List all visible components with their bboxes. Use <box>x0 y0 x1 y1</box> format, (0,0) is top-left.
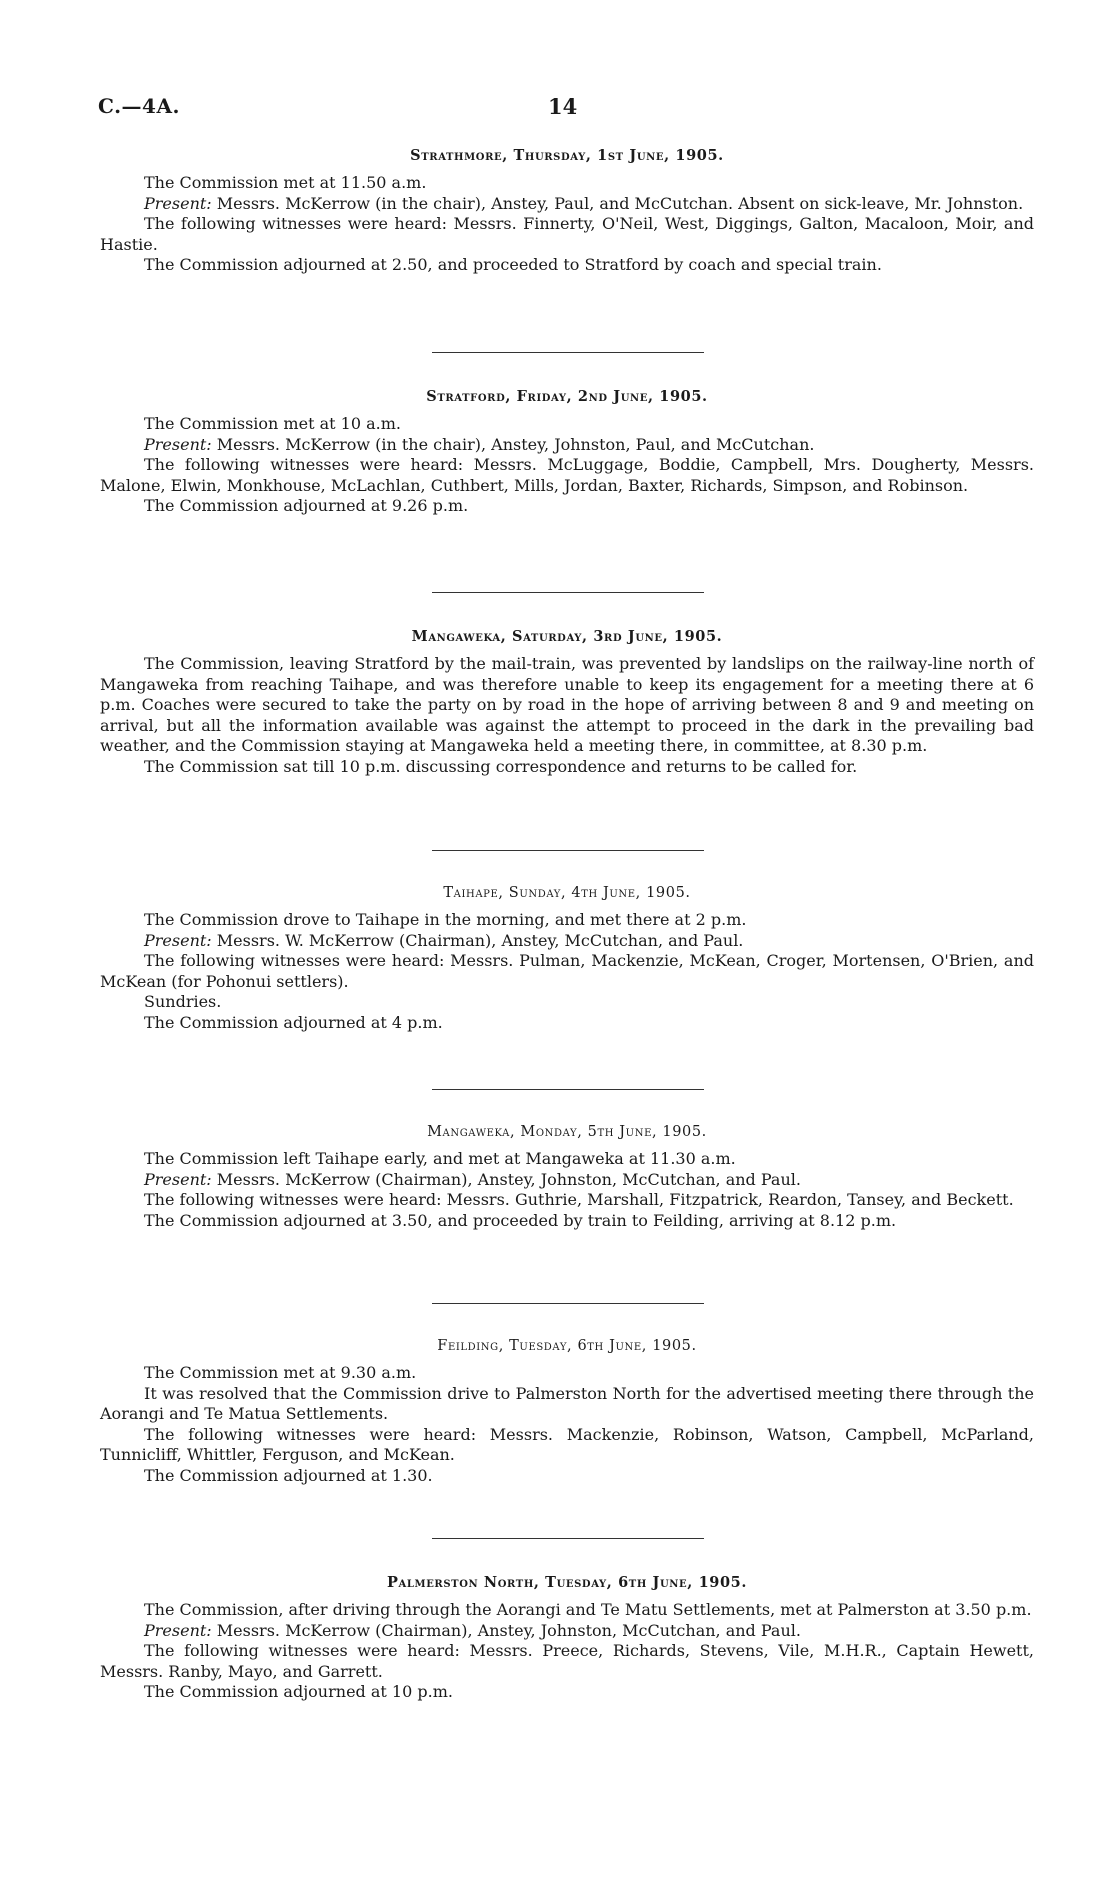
section-divider <box>432 592 704 593</box>
section-taihape <box>100 885 1034 1034</box>
paragraph: The Commission left Taihape early, and met at Mangaweka at 11.30 a.m. <box>144 1149 736 1168</box>
paragraph <box>100 931 1034 952</box>
section-heading: Stratford, Friday, 2nd June, 1905. <box>426 388 708 405</box>
present-label: Present: <box>144 434 212 454</box>
section-divider <box>432 1089 704 1090</box>
section-divider <box>432 1303 704 1304</box>
paragraph <box>100 194 1034 215</box>
paragraph: The following witnesses were heard: Messrs. Preece, Richards, Stevens, Vile, M.H.R., Captain Hewett, Messrs. Ranby, Mayo, and Garrett. <box>100 1641 1034 1681</box>
paragraph: The following witnesses were heard: Messrs. McLuggage, Boddie, Campbell, Mrs. Dougherty, Messrs. Malone, Elwin, Monkhouse, McLachlan, Cuthbert, Mills, Jordan, Baxter, Richards, Simpson, and Robinson. <box>100 455 1034 495</box>
section-heading: Mangaweka, Saturday, 3rd June, 1905. <box>411 628 723 645</box>
paragraph-text: Messrs. McKerrow (in the chair), Anstey, Paul, and McCutchan. Absent on sick-leave, Mr. Johnston. <box>211 193 1024 213</box>
page-number: 14 <box>548 94 578 119</box>
section-mangaweka-monday <box>100 1124 1034 1231</box>
paragraph: The Commission adjourned at 2.50, and proceeded to Stratford by coach and special train. <box>144 255 882 275</box>
paragraph-text: Messrs. McKerrow (Chairman), Anstey, Johnston, McCutchan, and Paul. <box>211 1169 801 1189</box>
paragraph: The following witnesses were heard: Messrs. Mackenzie, Robinson, Watson, Campbell, McParland, Tunnicliff, Whittler, Ferguson, and McKean. <box>100 1424 1034 1465</box>
paragraph: The Commission sat till 10 p.m. discussing correspondence and returns to be called for. <box>144 756 858 776</box>
present-label: Present: <box>144 193 212 213</box>
paragraph: The Commission, after driving through the Aorangi and Te Matu Settlements, met at Palmerston at 3.50 p.m. <box>144 1600 1032 1619</box>
paragraph: The following witnesses were heard: Messrs. Guthrie, Marshall, Fitzpatrick, Reardon, Tansey, and Beckett. <box>144 1190 1014 1210</box>
paragraph: The Commission drove to Taihape in the morning, and met there at 2 p.m. <box>144 910 747 929</box>
paragraph: The Commission adjourned at 4 p.m. <box>144 1012 443 1032</box>
paragraph: It was resolved that the Commission drive to Palmerston North for the advertised meeting there through the Aorangi and Te Matua Settlements. <box>100 1383 1034 1424</box>
paragraph <box>100 1170 1034 1191</box>
paragraph-text: Messrs. McKerrow (in the chair), Anstey, Johnston, Paul, and McCutchan. <box>211 434 815 454</box>
section-heading: Strathmore, Thursday, 1st June, 1905. <box>410 147 724 164</box>
paragraph-text: Messrs. W. McKerrow (Chairman), Anstey, McCutchan, and Paul. <box>211 930 744 950</box>
paragraph: The Commission, leaving Stratford by the mail-train, was prevented by landslips on the railway-line north of Mangaweka from reaching Taihape, and was therefore unable to keep its engagement for a meeting there at 6 p.m. Coaches were secured to take the party on by road in the hope of arriving between 8 and 9 and meeting on arrival, but all the information available was against the attempt to proceed in the dark in the prevailing bad weather, and the Commission staying at Mangaweka held a meeting there, in committee, at 8.30 p.m. <box>100 654 1034 756</box>
paragraph: The Commission adjourned at 9.26 p.m. <box>144 496 469 516</box>
paragraph-text: Messrs. McKerrow (Chairman), Anstey, Johnston, McCutchan, and Paul. <box>211 1620 801 1640</box>
section-stratford <box>100 388 1034 517</box>
paragraph: Sundries. <box>144 992 222 1012</box>
paragraph <box>100 435 1034 456</box>
section-heading: Feilding, Tuesday, 6th June, 1905. <box>437 1338 697 1354</box>
section-heading: Palmerston North, Tuesday, 6th June, 1905. <box>387 1574 747 1591</box>
present-label: Present: <box>144 1620 212 1640</box>
paragraph: The Commission met at 9.30 a.m. <box>144 1363 417 1382</box>
section-divider <box>432 352 704 353</box>
section-heading: Taihape, Sunday, 4th June, 1905. <box>443 885 691 901</box>
paragraph: The following witnesses were heard: Messrs. Pulman, Mackenzie, McKean, Croger, Mortensen, O'Brien, and McKean (for Pohonui settlers). <box>100 951 1034 991</box>
paragraph: The Commission adjourned at 10 p.m. <box>144 1682 453 1702</box>
paragraph: The Commission met at 11.50 a.m. <box>144 173 427 192</box>
section-heading: Mangaweka, Monday, 5th June, 1905. <box>427 1124 707 1140</box>
section-feilding <box>100 1338 1034 1487</box>
section-mangaweka-saturday <box>100 628 1034 778</box>
paragraph: The Commission met at 10 a.m. <box>144 414 401 433</box>
section-strathmore <box>100 147 1034 276</box>
paragraph <box>100 1621 1034 1642</box>
paragraph: The following witnesses were heard: Messrs. Finnerty, O'Neil, West, Diggings, Galton, Macaloon, Moir, and Hastie. <box>100 214 1034 254</box>
section-divider <box>432 850 704 851</box>
paragraph: The Commission adjourned at 1.30. <box>144 1465 433 1485</box>
section-divider <box>432 1538 704 1539</box>
document-reference: C.—4A. <box>98 94 180 118</box>
present-label: Present: <box>144 1169 212 1189</box>
paragraph: The Commission adjourned at 3.50, and proceeded by train to Feilding, arriving at 8.12 p.m. <box>144 1210 897 1230</box>
present-label: Present: <box>144 930 212 950</box>
section-palmerston-north <box>100 1574 1034 1703</box>
